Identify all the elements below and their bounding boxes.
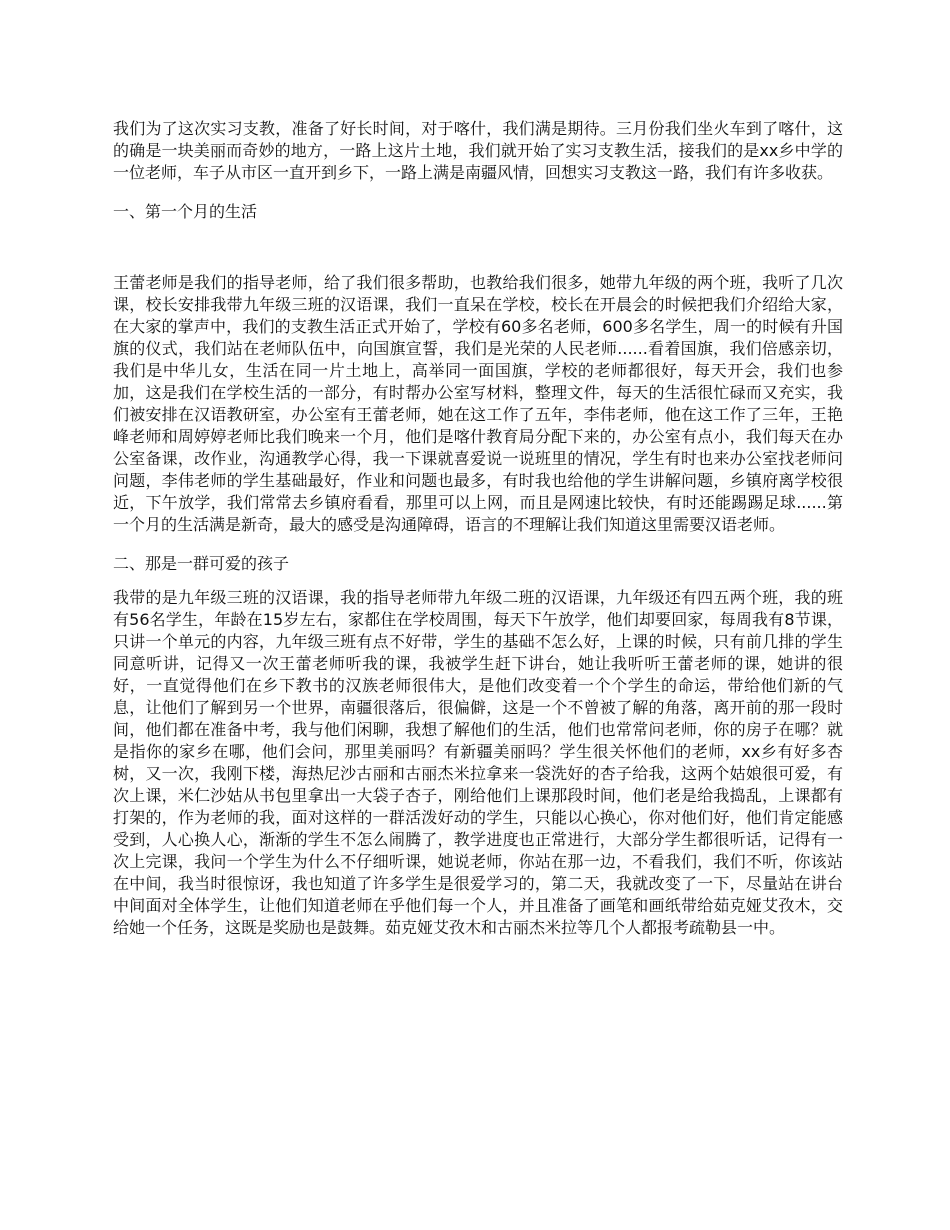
document-body bbox=[113, 118, 843, 939]
intro-paragraph: 我们为了这次实习支教，准备了好长时间，对于喀什，我们满是期待。三月份我们坐火车到了喀什，这的确是一块美丽而奇妙的地方，一路上这片土地，我们就开始了实习支教生活，接我们的是xx乡中学的一位老师，车子从市区一直开到乡下，一路上满是南疆风情，回想实习支教这一路，我们有许多收获。 bbox=[113, 119, 843, 182]
section-heading-lovely-children: 二、那是一群可爱的孩子 bbox=[113, 554, 290, 573]
lovely-children-paragraph: 我带的是九年级三班的汉语课，我的指导老师带九年级二班的汉语课，九年级还有四五两个班，我的班有56名学生，年龄在15岁左右，家都住在学校周围，每天下午放学，他们却要回家，每周我有8节课，只讲一个单元的内容，九年级三班有点不好带，学生的基础不怎么好，上课的时候，只有前几排的学生同意听讲，记得又一次王蕾老师听我的课，我被学生赶下讲台，她让我听听王蕾老师的课，她讲的很好，一直觉得他们在乡下教书的汉族老师很伟大，是他们改变着一个个学生的命运，带给他们新的气息，让他们了解到另一个世界，南疆很落后，很偏僻，这是一个不曾被了解的角落，离开前的那一段时间，他们都在准备中考，我与他们闲聊，我想了解他们的生活，他们也常常问老师，你的房子在哪？就是指你的家乡在哪，他们会问，那里美丽吗？有新疆美丽吗？学生很关怀他们的老师，xx乡有好多杏树，又一次，我刚下楼，海热尼沙古丽和古丽杰米拉拿来一袋洗好的杏子给我，这两个姑娘很可爱，有次上课，米仁沙姑从书包里拿出一大袋子杏子，刚给他们上课那段时间，他们老是给我捣乱，上课都有打架的，作为老师的我，面对这样的一群活泼好动的学生，只能以心换心，你对他们好，他们肯定能感受到，人心换人心，渐渐的学生不怎么闹腾了，教学进度也正常进行，大部分学生都很听话，记得有一次上完课，我问一个学生为什么不仔细听课，她说老师，你站在那一边，不看我们，我们不听，你该站在中间，我当时很惊讶，我也知道了许多学生是很爱学习的，第二天，我就改变了一下，尽量站在讲台中间面对全体学生，让他们知道老师在乎他们每一个人，并且准备了画笔和画纸带给茹克娅艾孜木，交给她一个任务，这既是奖励也是鼓舞。茹克娅艾孜木和古丽杰米拉等几个人都报考疏勒县一中。 bbox=[113, 588, 843, 937]
section-heading-first-month: 一、第一个月的生活 bbox=[113, 202, 258, 221]
first-month-paragraph: 王蕾老师是我们的指导老师，给了我们很多帮助，也教给我们很多，她带九年级的两个班，我听了几次课，校长安排我带九年级三班的汉语课，我们一直呆在学校，校长在开晨会的时候把我们介绍给大家，在大家的掌声中，我们的支教生活正式开始了，学校有60多名老师，600多名学生，周一的时候有升国旗的仪式，我们站在老师队伍中，向国旗宣誓，我们是光荣的人民老师......看着国旗，我们倍感亲切，我们是中华儿女，生活在同一片土地上，高举同一面国旗，学校的老师都很好，每天开会，我们也参加，这是我们在学校生活的一部分，有时帮办公室写材料，整理文件，每天的生活很忙碌而又充实，我们被安排在汉语教研室，办公室有王蕾老师，她在这工作了五年，李伟老师，他在这工作了三年，王艳峰老师和周婷婷老师比我们晚来一个月，他们是喀什教育局分配下来的，办公室有点小，我们每天在办公室备课，改作业，沟通教学心得，我一下课就喜爱说一说班里的情况，学生有时也来办公室找老师问问题，李伟老师的学生基础最好，作业和问题也最多，有时我也给他的学生讲解问题，乡镇府离学校很近，下午放学，我们常常去乡镇府看看，那里可以上网，而且是网速比较快，有时还能踢踢足球......第一个月的生活满是新奇，最大的感受是沟通障碍，语言的不理解让我们知道这里需要汉语老师。 bbox=[113, 273, 843, 534]
